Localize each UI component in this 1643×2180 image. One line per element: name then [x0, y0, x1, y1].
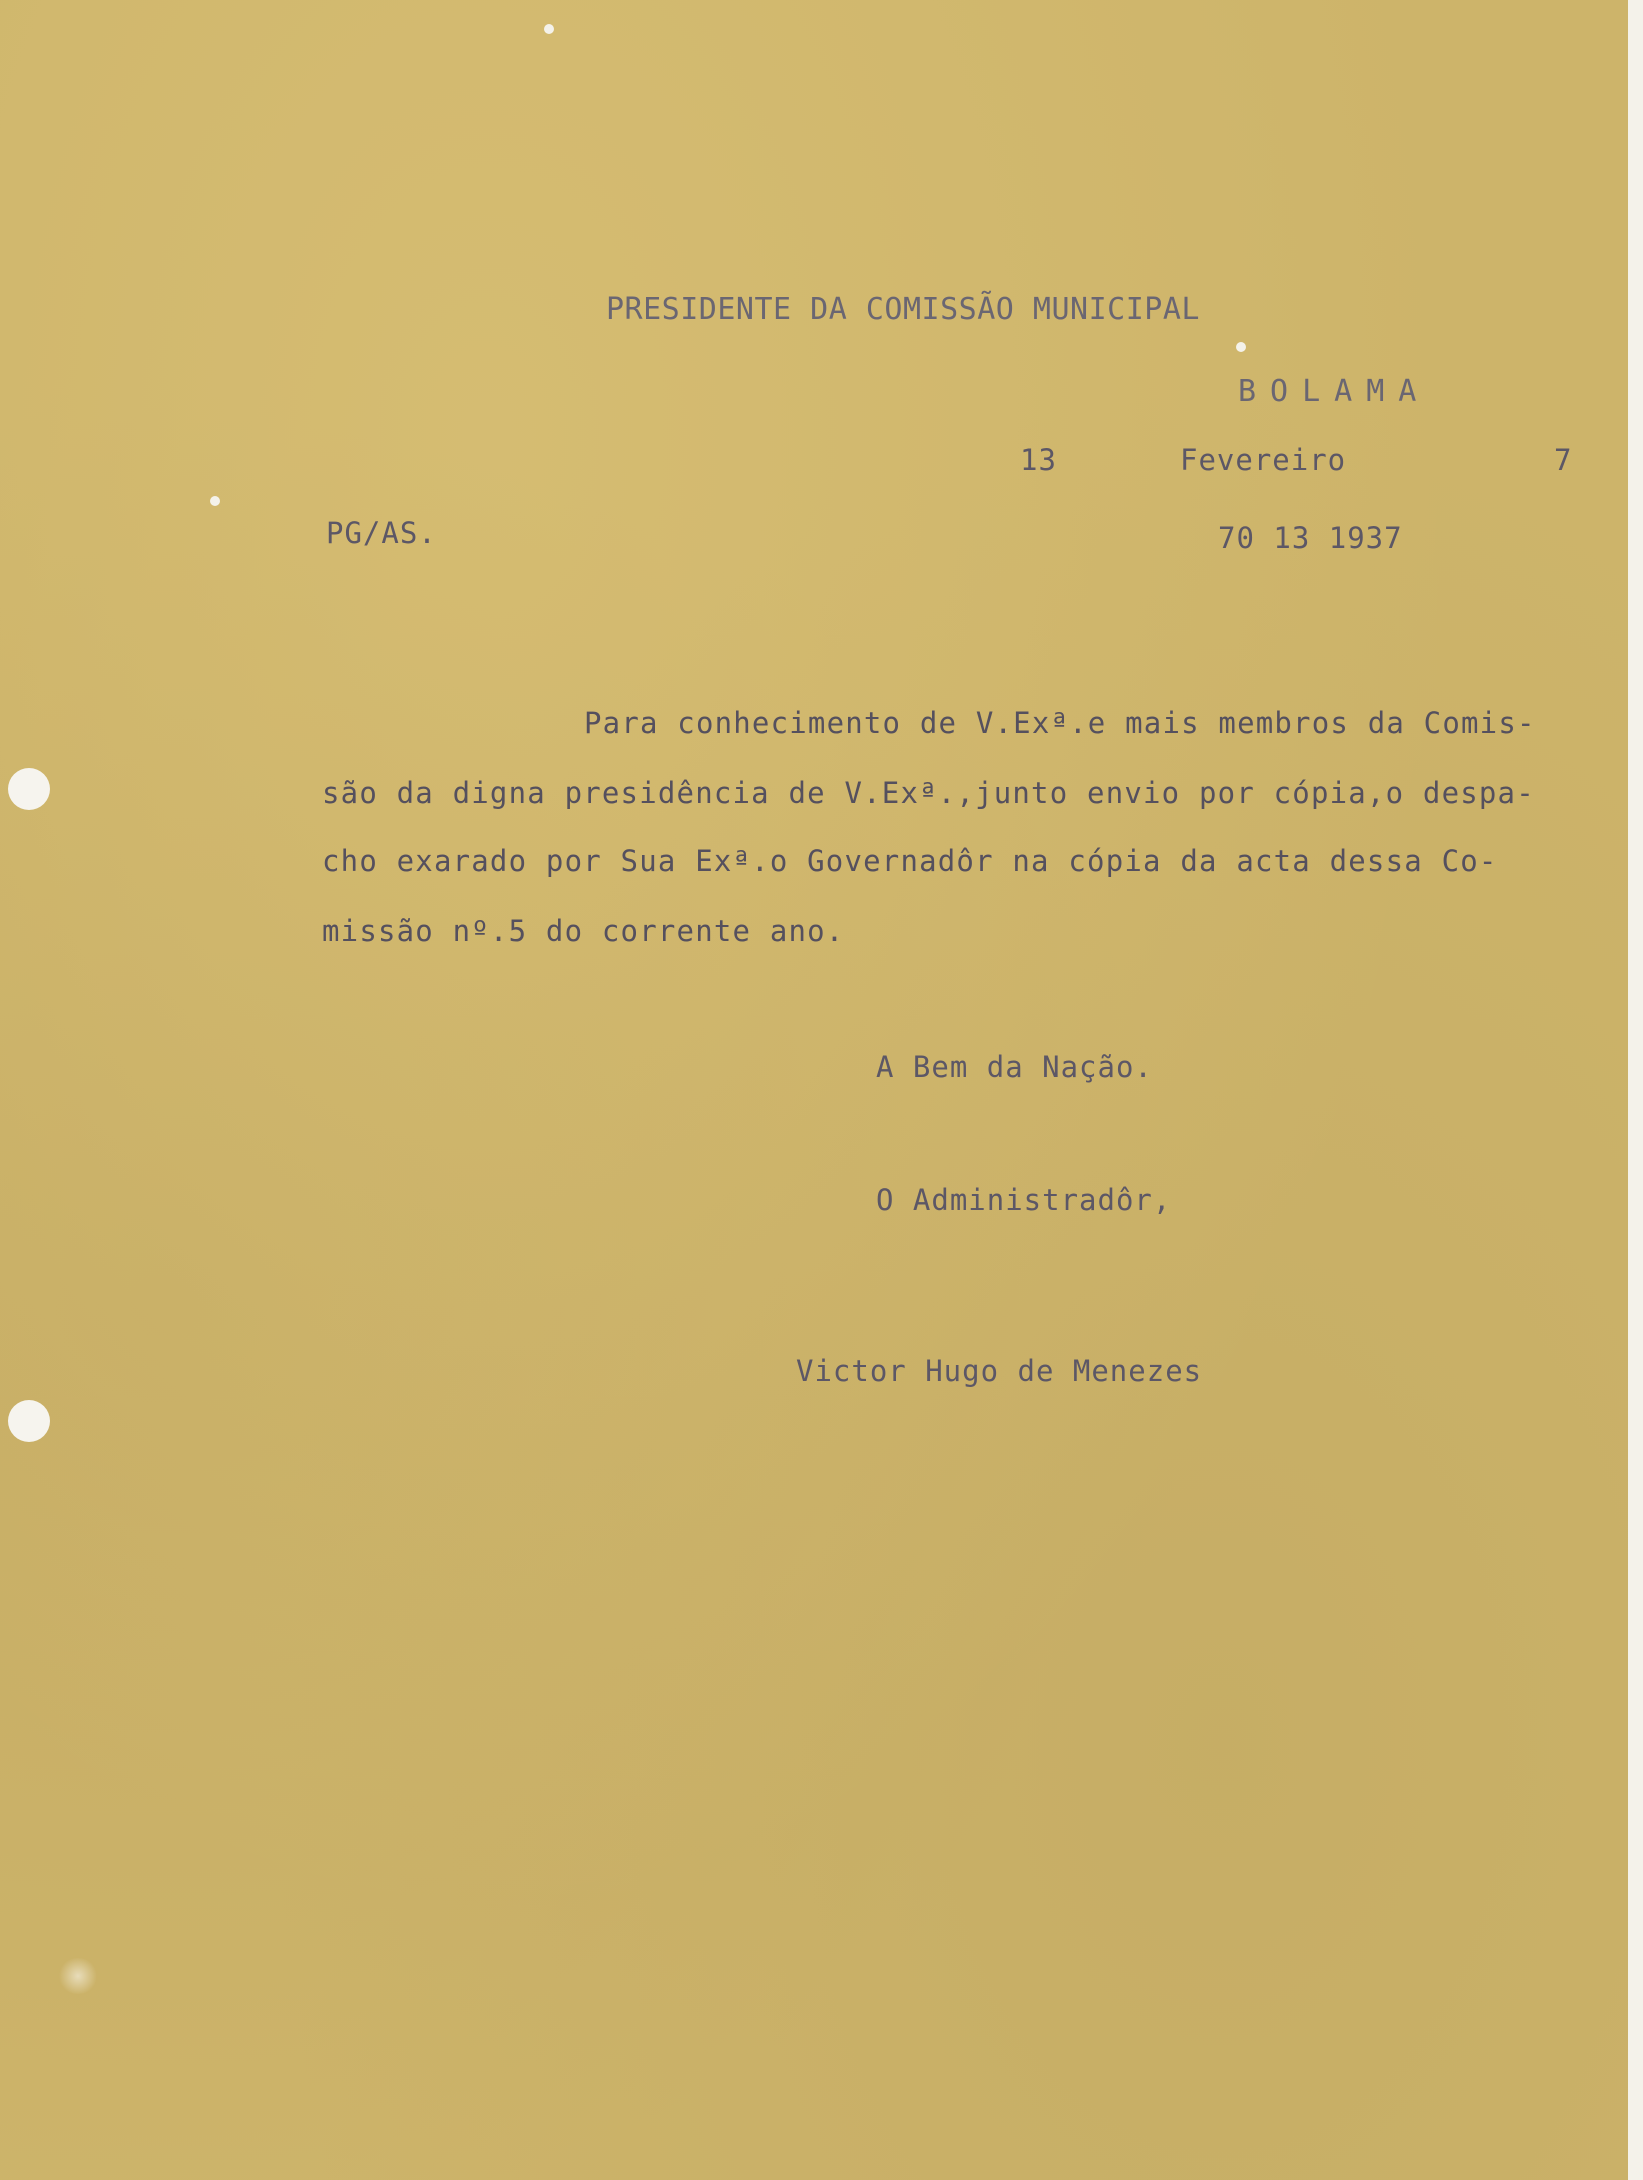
reference-date: 70 13 1937 [1218, 521, 1403, 555]
punch-hole [8, 768, 50, 810]
addressee-title: PRESIDENTE DA COMISSÃO MUNICIPAL [606, 292, 1200, 327]
date-number: 7 [1554, 443, 1573, 477]
closing-salutation: A Bem da Nação. [876, 1050, 1153, 1084]
city-name: BOLAMA [1238, 374, 1431, 409]
reference-code: PG/AS. [326, 516, 437, 550]
date-day: 13 [1020, 443, 1057, 477]
paper-speck [544, 24, 554, 34]
body-line-2: são da digna presidência de V.Exª.,junto envio por cópia,o despa- [322, 776, 1535, 810]
signatory-role: O Administradôr, [876, 1183, 1172, 1217]
scan-edge [1628, 0, 1643, 2180]
body-line-1: Para conhecimento de V.Exª.e mais membros da Comis- [584, 706, 1536, 740]
paper-speck [210, 496, 220, 506]
signatory-name: Victor Hugo de Menezes [796, 1354, 1203, 1388]
paper-stain [58, 1958, 98, 1994]
paper-speck [1236, 342, 1246, 352]
body-line-4: missão nº.5 do corrente ano. [322, 914, 845, 948]
body-line-3: cho exarado por Sua Exª.o Governadôr na cópia da acta dessa Co- [322, 844, 1498, 878]
punch-hole [8, 1400, 50, 1442]
date-month: Fevereiro [1180, 443, 1347, 477]
